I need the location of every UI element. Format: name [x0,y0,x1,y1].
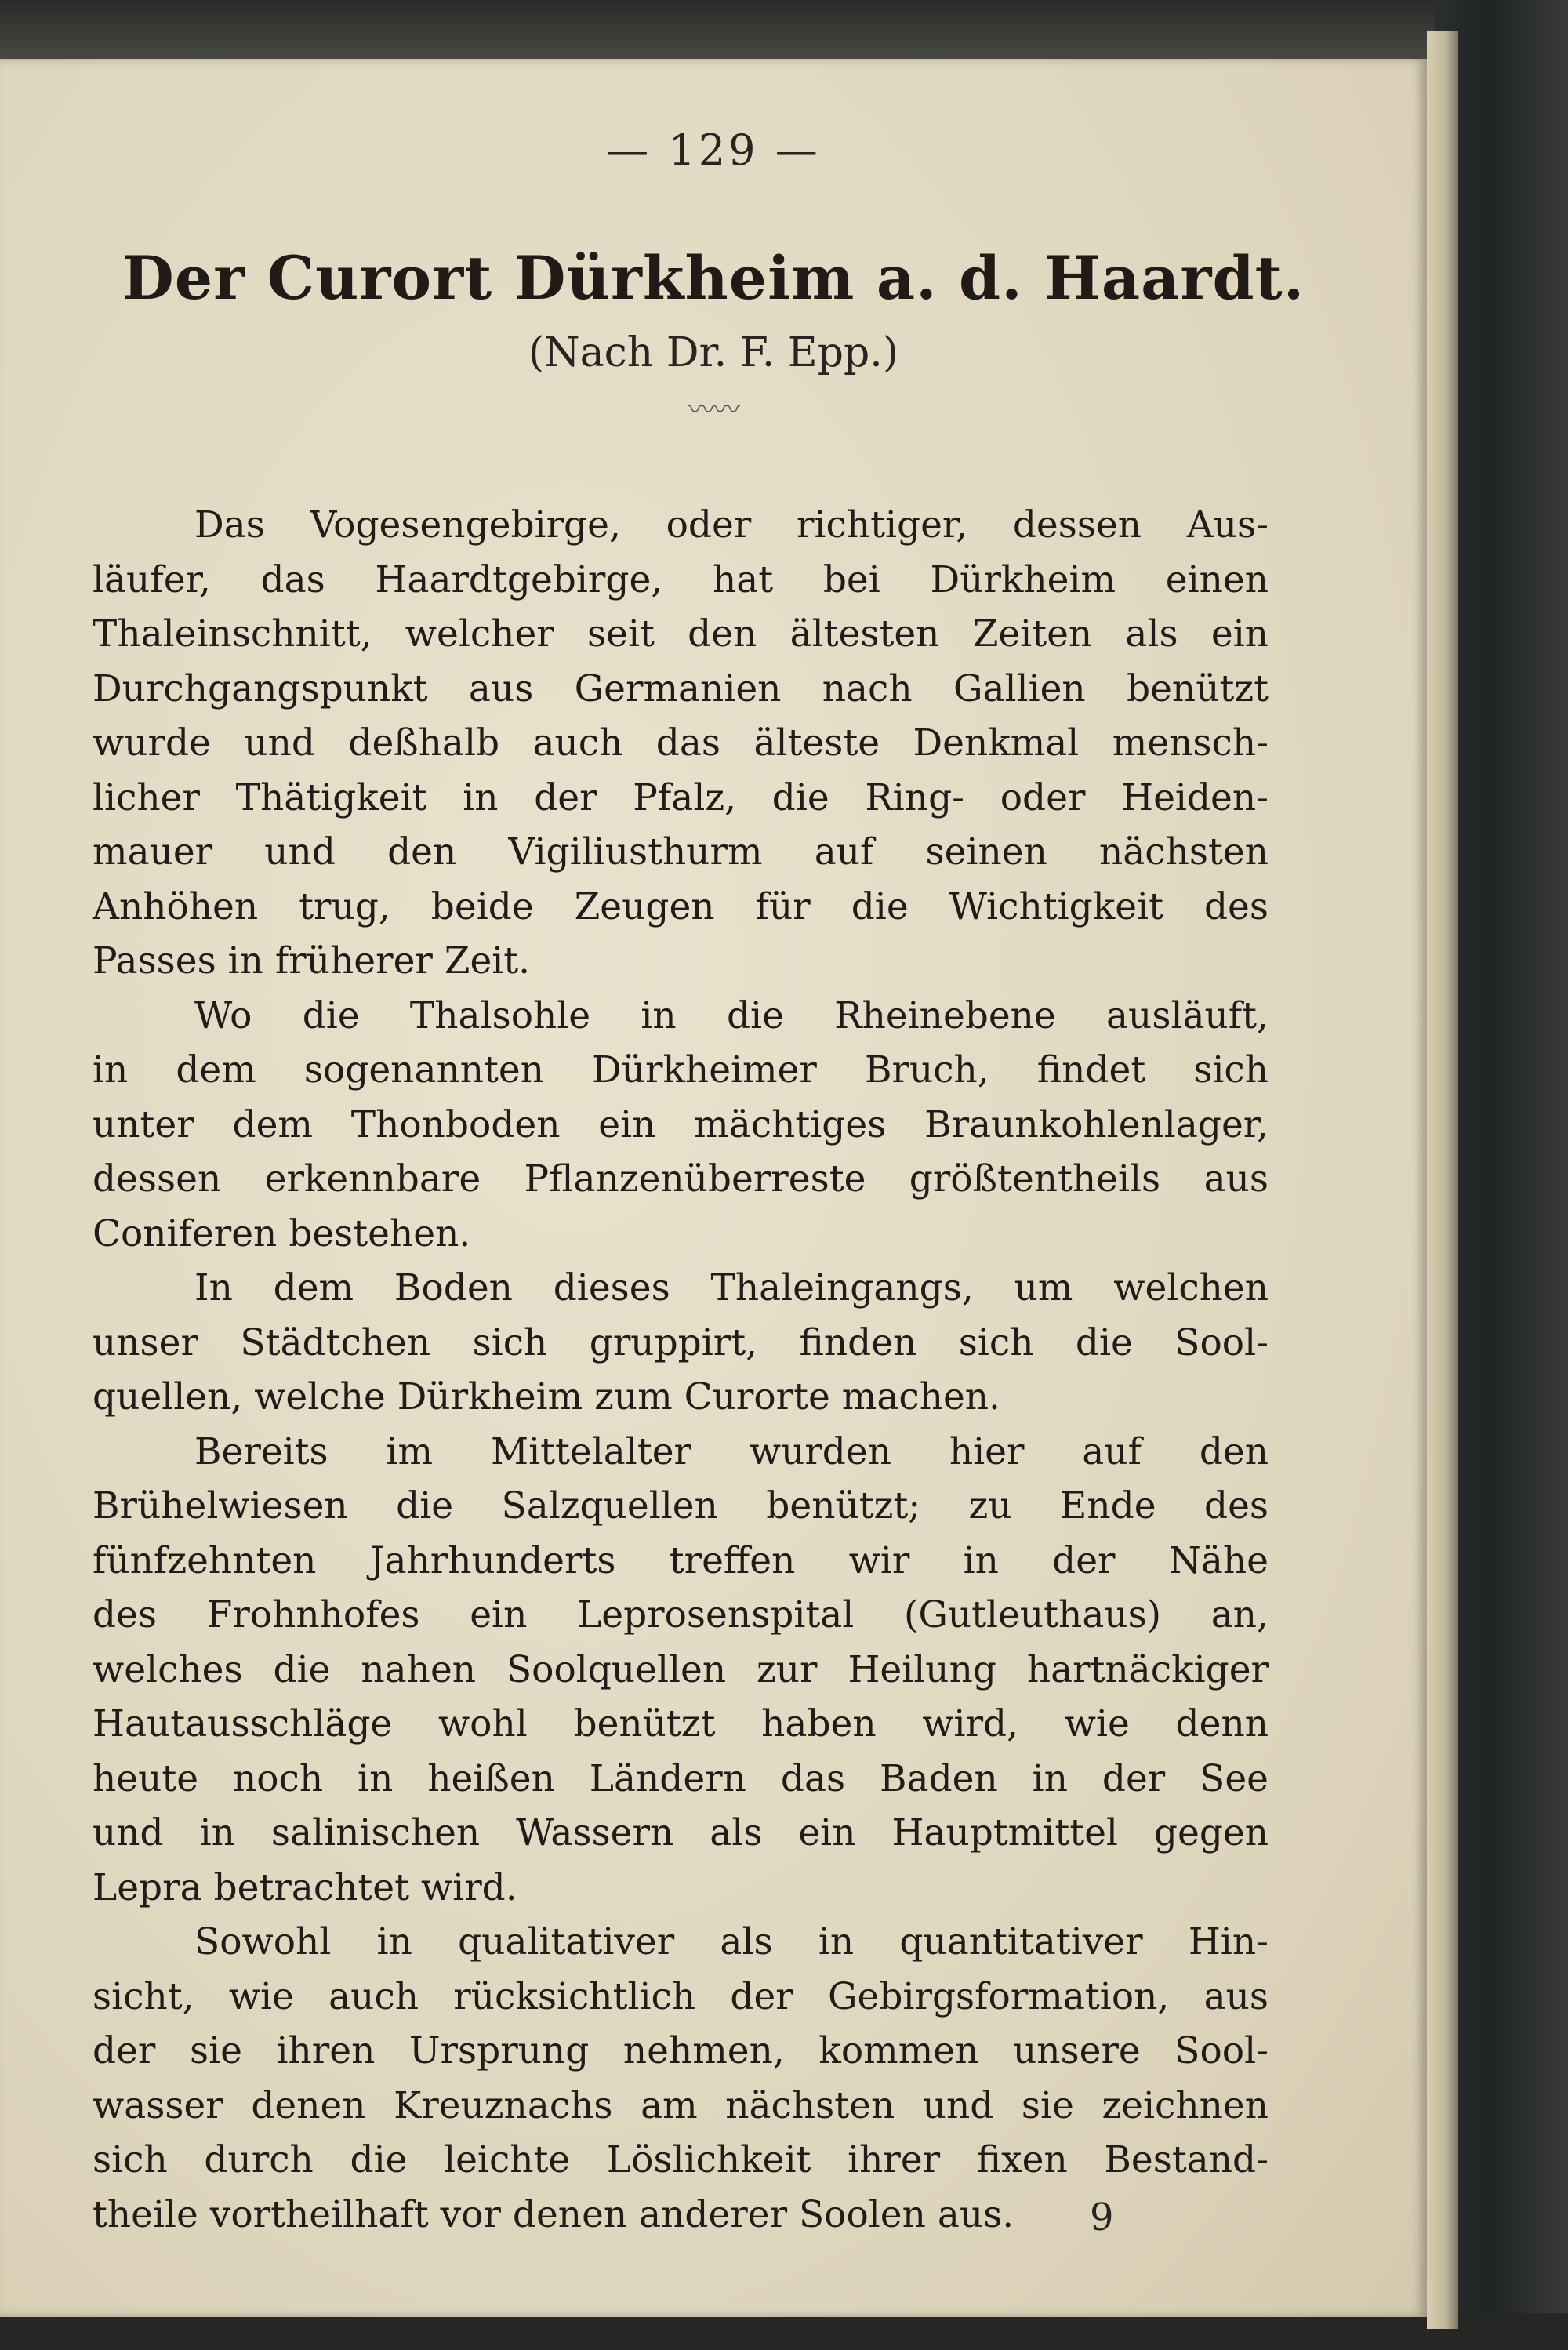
text-line: unter dem Thonboden ein mächtiges Braunkohlenlager, [93,1102,1269,1146]
text-line: unser Städtchen sich gruppirt, finden sich die Sool- [93,1320,1269,1364]
text-line: heute noch in heißen Ländern das Baden in der See [93,1756,1269,1800]
text-line: der sie ihren Ursprung nehmen, kommen unsere Sool- [93,2029,1269,2072]
text-line: welches die nahen Soolquellen zur Heilung hartnäckiger [93,1647,1269,1691]
text-line: Lepra betrachtet wird. [93,1865,517,1909]
text-line: in dem sogenannten Dürkheimer Bruch, findet sich [93,1048,1269,1091]
text-line: mauer und den Vigiliusthurm auf seinen nächsten [93,830,1269,874]
text-line: licher Thätigkeit in der Pfalz, die Ring- oder Heiden- [93,775,1269,819]
text-line: Sowohl in qualitativer als in quantitativer Hin- [194,1920,1269,1963]
text-line: Das Vogesengebirge, oder richtiger, dessen Aus- [194,503,1269,547]
text-line: dessen erkennbare Pflanzenüberreste größtentheils aus [93,1157,1269,1200]
text-line: sicht, wie auch rücksichtlich der Gebirgsformation, aus [93,1974,1269,2018]
page-number: — 129 — [606,125,821,175]
text-line: wasser denen Kreuznachs am nächsten und sie zeichnen [93,2083,1269,2127]
book-cover-top [0,0,1568,63]
text-line: quellen, welche Dürkheim zum Curorte machen. [93,1375,1000,1418]
text-line: des Frohnhofes ein Leprosenspital (Gutleuthaus) an, [93,1593,1269,1636]
text-line: Thaleinschnitt, welcher seit den ältesten Zeiten als ein [93,612,1269,656]
book-cover-bottom [0,2313,1568,2350]
text-line: Hautausschläge wohl benützt haben wird, wie denn [93,1702,1269,1745]
page-edge [1427,31,1458,2329]
text-line: Coniferen bestehen. [93,1211,471,1255]
text-line: sich durch die leichte Löslichkeit ihrer fixen Bestand- [93,2138,1269,2181]
text-line: Anhöhen trug, beide Zeugen für die Wichtigkeit des [93,884,1269,928]
text-line: Wo die Thalsohle in die Rheinebene ausläuft, [194,993,1269,1037]
body-text [93,498,1269,2242]
text-line: läufer, das Haardtgebirge, hat bei Dürkheim einen [93,558,1269,601]
text-line: Bereits im Mittelalter wurden hier auf den [194,1429,1269,1473]
text-line: In dem Boden dieses Thaleingangs, um welchen [194,1266,1269,1309]
title-ornament: 〰〰 [688,394,739,426]
chapter-subtitle: (Nach Dr. F. Epp.) [528,329,899,376]
text-line: Passes in früherer Zeit. [93,939,531,982]
chapter-title: Der Curort Dürkheim a. d. Haardt. [122,243,1305,313]
book-page [0,59,1427,2317]
text-line: fünfzehnten Jahrhunderts treffen wir in der Nähe [93,1538,1269,1582]
page-header [0,125,1427,175]
text-line: Durchgangspunkt aus Germanien nach Gallien benützt [93,666,1269,710]
text-line: Brühelwiesen die Salzquellen benützt; zu Ende des [93,1484,1269,1527]
signature-mark: 9 [1090,2196,1114,2239]
text-line: und in salinischen Wassern als ein Hauptmittel gegen [93,1811,1269,1854]
text-line: theile vortheilhaft vor denen anderer Soolen aus. [93,2192,1014,2236]
text-line: wurde und deßhalb auch das älteste Denkmal mensch- [93,721,1269,765]
